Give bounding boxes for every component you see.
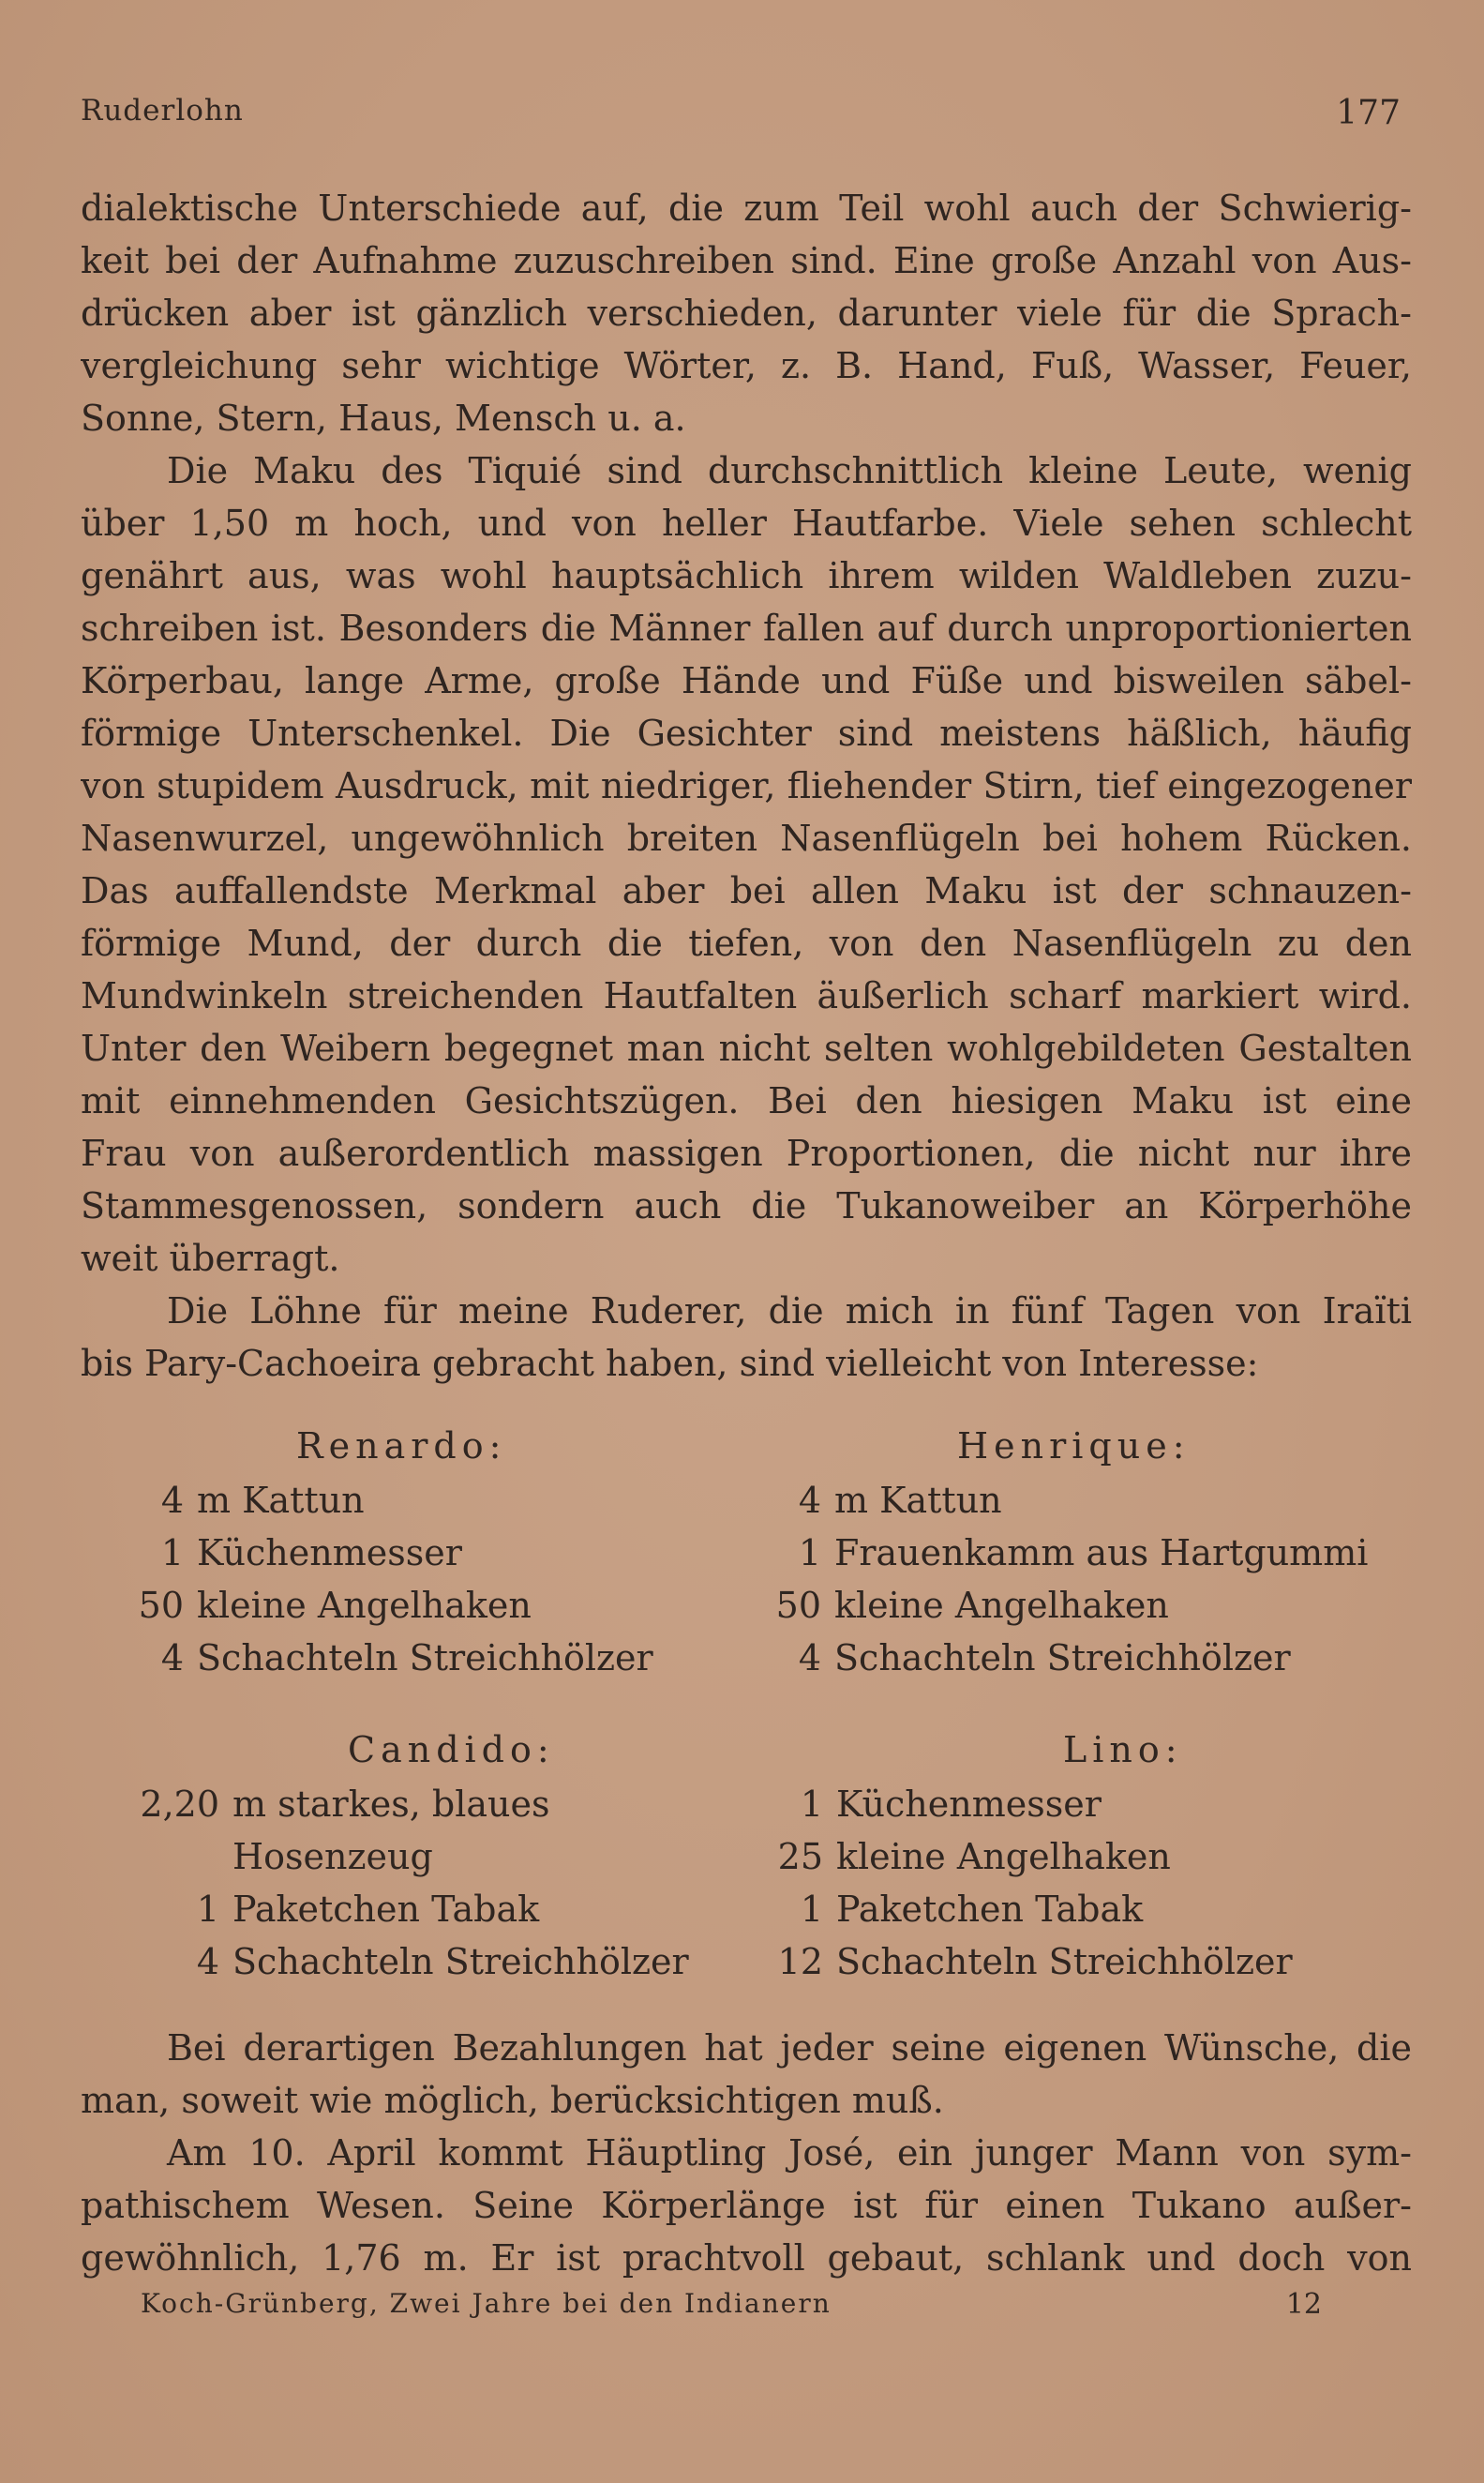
text-line: Stammesgenossen, sondern auch die Tukanoweiber an Körperhöhe xyxy=(81,1185,1412,1226)
footer-signature: Koch-Grünberg, Zwei Jahre bei den Indianern xyxy=(141,2288,832,2319)
wage-block-renardo xyxy=(81,1420,737,1701)
wage-item-text: kleine Angelhaken xyxy=(836,1836,1171,1877)
running-head: Ruderlohn xyxy=(81,94,244,128)
wage-item xyxy=(718,1883,1143,1935)
wage-item-text: Küchenmesser xyxy=(197,1532,462,1573)
wage-quantity: 1 xyxy=(160,1532,184,1573)
text-line: Nasenwurzel, ungewöhnlich breiten Nasenflügeln bei hohem Rücken. xyxy=(81,818,1412,859)
wage-quantity: 4 xyxy=(196,1941,219,1982)
body-text-top xyxy=(81,182,1412,1390)
text-line: Die Maku des Tiquié sind durchschnittlich kleine Leute, wenig xyxy=(167,450,1412,491)
wage-item-text: Schachteln Streichhölzer xyxy=(836,1941,1293,1982)
text-line: Sonne, Stern, Haus, Mensch u. a. xyxy=(81,398,686,439)
wage-item-text: Hosenzeug xyxy=(232,1836,433,1877)
text-line: förmige Mund, der durch die tiefen, von den Nasenflügeln zu den xyxy=(81,923,1412,964)
wage-item xyxy=(718,1935,1293,1988)
text-line: gewöhnlich, 1,76 m. Er ist prachtvoll gebaut, schlank und doch von xyxy=(81,2237,1412,2279)
wage-item xyxy=(718,1632,1291,1684)
text-line: bis Pary-Cachoeira gebracht haben, sind vielleicht von Interesse: xyxy=(81,1343,1259,1384)
text-line: Bei derartigen Bezahlungen hat jeder seine eigenen Wünsche, die xyxy=(167,2027,1412,2069)
wage-item-text: Frauenkamm aus Hartgummi xyxy=(834,1532,1369,1573)
wage-item xyxy=(718,1830,1171,1883)
wage-item xyxy=(81,1632,653,1684)
text-line: förmige Unterschenkel. Die Gesichter sind meistens häßlich, häufig xyxy=(81,713,1412,754)
wage-item-text: Küchenmesser xyxy=(836,1783,1102,1825)
wage-quantity: 4 xyxy=(798,1480,821,1521)
text-line: von stupidem Ausdruck, mit niedriger, fliehender Stirn, tief eingezogener xyxy=(81,765,1412,806)
wage-item xyxy=(718,1527,1368,1579)
wage-item-text: Paketchen Tabak xyxy=(232,1889,540,1930)
wage-item xyxy=(718,1474,1002,1527)
wage-item xyxy=(81,1474,365,1527)
wage-quantity: 1 xyxy=(800,1783,823,1825)
rower-name: Candido: xyxy=(348,1729,555,1770)
text-line: weit überragt. xyxy=(81,1238,340,1279)
wage-item xyxy=(81,1883,539,1935)
wage-quantity: 25 xyxy=(777,1836,823,1877)
text-line: vergleichung sehr wichtige Wörter, z. B. Hand, Fuß, Wasser, Feuer, xyxy=(81,345,1412,386)
text-line: mit einnehmenden Gesichtszügen. Bei den hiesigen Maku ist eine xyxy=(81,1080,1412,1121)
wage-item xyxy=(81,1935,689,1988)
wage-item-text: m Kattun xyxy=(834,1480,1002,1521)
sheet-number: 12 xyxy=(1285,2288,1322,2321)
wage-quantity: 50 xyxy=(775,1585,821,1626)
wage-quantity: 12 xyxy=(777,1941,823,1982)
text-line: keit bei der Aufnahme zuzuschreiben sind. Eine große Anzahl von Aus- xyxy=(81,240,1412,281)
text-line: pathischem Wesen. Seine Körperlänge ist für einen Tukano außer- xyxy=(81,2185,1412,2226)
wage-quantity: 1 xyxy=(798,1532,821,1573)
wage-quantity: 1 xyxy=(196,1889,219,1930)
wage-item-text: kleine Angelhaken xyxy=(197,1585,532,1626)
wage-item xyxy=(81,1778,549,1830)
text-line: Mundwinkeln streichenden Hautfalten äußerlich scharf markiert wird. xyxy=(81,975,1412,1016)
text-line: Am 10. April kommt Häuptling José, ein junger Mann von sym- xyxy=(167,2132,1412,2174)
text-line: dialektische Unterschiede auf, die zum Teil wohl auch der Schwierig- xyxy=(81,188,1412,229)
wage-item xyxy=(81,1527,462,1579)
text-line: genährt aus, was wohl hauptsächlich ihrem wilden Waldleben zuzu- xyxy=(81,555,1412,596)
text-line: schreiben ist. Besonders die Männer fallen auf durch unproportionierten xyxy=(81,608,1412,649)
wage-block-candido xyxy=(81,1723,737,2005)
text-line: man, soweit wie möglich, berücksichtigen muß. xyxy=(81,2080,944,2121)
wage-item xyxy=(718,1778,1102,1830)
text-line: Unter den Weibern begegnet man nicht selten wohlgebildeten Gestalten xyxy=(81,1028,1412,1069)
wage-item xyxy=(81,1830,433,1883)
wage-quantity: 50 xyxy=(138,1585,184,1626)
wage-quantity: 4 xyxy=(160,1637,184,1678)
rower-name: Lino: xyxy=(1063,1729,1183,1770)
text-line: Die Löhne für meine Ruderer, die mich in fünf Tagen von Iraïti xyxy=(167,1290,1412,1332)
wage-quantity: 4 xyxy=(160,1480,184,1521)
wage-item-text: Schachteln Streichhölzer xyxy=(834,1637,1291,1678)
text-line: über 1,50 m hoch, und von heller Hautfarbe. Viele sehen schlecht xyxy=(81,503,1412,544)
wage-item xyxy=(718,1579,1169,1632)
wage-item-text: m starkes, blaues xyxy=(232,1783,550,1825)
wage-lists xyxy=(81,1420,1412,2010)
page-footer xyxy=(141,2288,1322,2325)
wage-item-text: Paketchen Tabak xyxy=(836,1889,1144,1930)
wage-block-lino xyxy=(718,1723,1412,2005)
wage-item-text: Schachteln Streichhölzer xyxy=(197,1637,653,1678)
wage-item xyxy=(81,1579,532,1632)
page-number: 177 xyxy=(1336,94,1401,132)
wage-quantity: 1 xyxy=(800,1889,823,1930)
body-text-bottom xyxy=(81,2022,1412,2284)
text-line: Frau von außerordentlich massigen Proportionen, die nicht nur ihre xyxy=(81,1133,1412,1174)
wage-item-text: m Kattun xyxy=(197,1480,365,1521)
wage-quantity: 2,20 xyxy=(140,1783,219,1825)
wage-quantity: 4 xyxy=(798,1637,821,1678)
wage-item-text: Schachteln Streichhölzer xyxy=(232,1941,689,1982)
page-header xyxy=(81,94,1401,141)
wage-block-henrique xyxy=(718,1420,1412,1701)
wage-item-text: kleine Angelhaken xyxy=(834,1585,1169,1626)
text-line: Körperbau, lange Arme, große Hände und Füße und bisweilen säbel- xyxy=(81,660,1412,701)
rower-name: Henrique: xyxy=(957,1425,1191,1467)
text-line: drücken aber ist gänzlich verschieden, darunter viele für die Sprach- xyxy=(81,293,1412,334)
rower-name: Renardo: xyxy=(296,1425,507,1467)
text-line: Das auffallendste Merkmal aber bei allen Maku ist der schnauzen- xyxy=(81,870,1412,911)
